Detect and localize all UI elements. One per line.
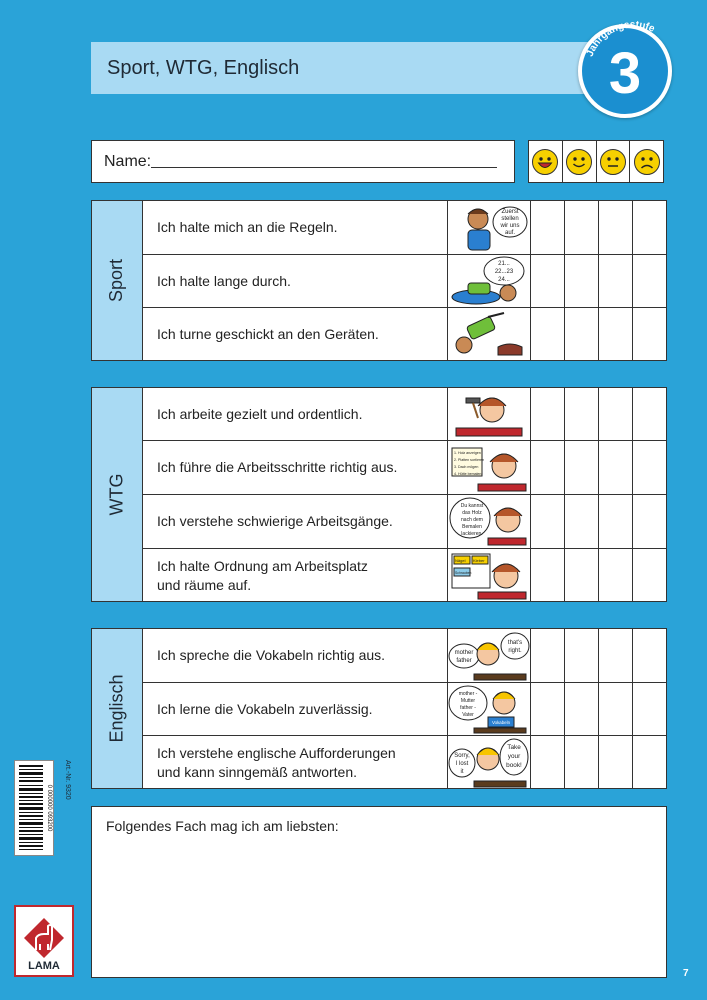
favorite-subject-box[interactable] — [91, 806, 667, 978]
rating-cell[interactable] — [531, 629, 565, 682]
rating-cell[interactable] — [565, 255, 599, 307]
bubble-text: Bemalen — [462, 523, 482, 530]
bubble-text: 21... — [498, 261, 510, 267]
rating-col-sad — [630, 141, 663, 182]
favorite-subject-label: Folgendes Fach mag ich am liebsten: — [106, 818, 339, 834]
rating-cell[interactable] — [599, 255, 633, 307]
bubble-text: Zuerst — [501, 208, 519, 215]
rating-cell[interactable] — [599, 388, 633, 440]
shelf-label: Kleber — [473, 557, 485, 563]
rating-cell[interactable] — [565, 388, 599, 440]
rating-cell[interactable] — [633, 201, 666, 254]
grade-number: 3 — [608, 41, 642, 106]
grade-badge — [578, 19, 672, 118]
criterion-text: Ich verstehe englische Aufforderungen und kann sinngemäß antworten. — [143, 736, 448, 789]
criterion-text: Ich halte lange durch. — [143, 255, 448, 307]
rating-cell[interactable] — [599, 736, 633, 789]
criterion-text: Ich lerne die Vokabeln zuverlässig. — [143, 683, 448, 735]
rating-cell[interactable] — [531, 683, 565, 735]
section-label: WTG — [106, 473, 127, 516]
table-row — [143, 549, 666, 602]
table-row — [143, 441, 666, 495]
section-label-cell — [92, 201, 143, 360]
bubble-text: Sorry, — [454, 752, 470, 759]
grade-label-arc — [576, 14, 684, 84]
criterion-text: Ich turne geschickt an den Geräten. — [143, 308, 448, 361]
rating-cell[interactable] — [633, 549, 666, 602]
instruction-text: 4. Hütte bemalen — [454, 471, 482, 476]
article-number: Art.-Nr. 9320 — [64, 760, 71, 800]
barcode — [14, 760, 54, 856]
bubble-text: father - — [460, 705, 476, 711]
bubble-text: mother — [454, 649, 474, 656]
rating-cell[interactable] — [531, 441, 565, 494]
row-illustration — [448, 683, 531, 735]
boy-pronouncing-icon — [448, 630, 530, 682]
page-number: 7 — [683, 968, 689, 979]
boy-vaulting-icon — [448, 309, 530, 361]
row-illustration — [448, 629, 531, 682]
section-sport — [91, 200, 667, 361]
table-row — [143, 201, 666, 255]
table-row — [143, 388, 666, 441]
title-banner — [91, 42, 611, 94]
name-label: Name: — [104, 152, 152, 170]
bubble-text: auf. — [504, 229, 516, 236]
bubble-text: book! — [506, 761, 522, 769]
girl-instructions-icon — [448, 442, 530, 494]
rating-cell[interactable] — [633, 683, 666, 735]
bubble-text: 24... — [498, 277, 510, 283]
happy-smiley-icon — [565, 148, 593, 176]
rating-cell[interactable] — [633, 308, 666, 361]
bubble-text: mother - — [458, 691, 478, 697]
rating-cell[interactable] — [599, 683, 633, 735]
instruction-text: 1. Holz anzeigen — [454, 450, 481, 455]
instruction-text: 3. Dach mögen — [454, 464, 479, 469]
rating-cell[interactable] — [531, 255, 565, 307]
rating-cell[interactable] — [565, 736, 599, 789]
sad-smiley-icon — [633, 148, 661, 176]
book-label: Vokabeln — [491, 720, 511, 725]
bubble-text: it — [460, 768, 464, 775]
girl-listening-icon — [448, 496, 530, 548]
rating-cell[interactable] — [531, 388, 565, 440]
row-illustration — [448, 388, 531, 440]
rating-cell[interactable] — [531, 495, 565, 548]
barcode-icon — [15, 761, 53, 855]
row-illustration — [448, 201, 531, 254]
rating-cell[interactable] — [565, 308, 599, 361]
bubble-text: wir uns — [500, 222, 520, 229]
bubble-text: nach dem — [461, 516, 483, 523]
row-illustration — [448, 549, 531, 602]
boy-responding-icon — [448, 737, 530, 789]
bubble-text: right. — [508, 647, 522, 654]
rating-col-happy — [563, 141, 597, 182]
bubble-text: your — [507, 752, 521, 760]
section-label-cell — [92, 388, 143, 601]
rating-cell[interactable] — [599, 549, 633, 602]
rating-cell[interactable] — [599, 441, 633, 494]
bubble-text: Vater — [462, 712, 474, 718]
criterion-text: Ich arbeite gezielt und ordentlich. — [143, 388, 448, 440]
row-illustration — [448, 308, 531, 361]
rating-cell[interactable] — [599, 308, 633, 361]
bubble-text: stellen — [501, 215, 519, 222]
section-label: Englisch — [106, 674, 127, 743]
bubble-text: Du kannst — [460, 502, 484, 509]
row-illustration — [448, 736, 531, 789]
shelf-label: Nägel — [455, 557, 466, 563]
rating-col-neutral — [597, 141, 631, 182]
rating-cell[interactable] — [565, 683, 599, 735]
table-row — [143, 308, 666, 361]
row-illustration — [448, 255, 531, 307]
table-row — [143, 255, 666, 308]
llama-logo-icon — [22, 916, 66, 960]
boy-situps-icon — [448, 255, 530, 307]
table-row — [143, 736, 666, 789]
table-row — [143, 683, 666, 736]
bubble-text: father — [456, 657, 472, 664]
publisher-logo — [14, 905, 74, 977]
boy-learning-vocab-icon — [448, 683, 530, 735]
page-title: Sport, WTG, Englisch — [107, 56, 300, 79]
section-label: Sport — [106, 258, 127, 303]
criterion-text: Ich halte mich an die Regeln. — [143, 201, 448, 254]
rating-cell[interactable] — [565, 495, 599, 548]
rating-cell[interactable] — [531, 549, 565, 602]
table-row — [143, 629, 666, 683]
bubble-text: Take — [507, 743, 521, 751]
barcode-digits: 0 000000 093200 — [46, 784, 52, 832]
rating-cell[interactable] — [565, 441, 599, 494]
criterion-text: Ich führe die Arbeitsschritte richtig aus. — [143, 441, 448, 494]
criterion-text: Ich spreche die Vokabeln richtig aus. — [143, 629, 448, 682]
section-wtg — [91, 387, 667, 602]
bubble-text: lackieren. — [461, 530, 483, 537]
grade-label: Jahrgangsstufe — [584, 19, 657, 59]
publisher-name: LAMA — [28, 960, 60, 972]
rating-cell[interactable] — [531, 201, 565, 254]
girl-tidy-shelf-icon — [448, 550, 530, 602]
section-englisch — [91, 628, 667, 789]
rating-cell[interactable] — [633, 441, 666, 494]
bubble-text: that's — [507, 639, 523, 646]
rating-col-very-happy — [529, 141, 563, 182]
rating-cell[interactable] — [633, 629, 666, 682]
boy-lineup-icon — [448, 202, 530, 254]
rating-cell[interactable] — [565, 629, 599, 682]
rating-cell[interactable] — [633, 388, 666, 440]
rating-cell[interactable] — [633, 255, 666, 307]
criterion-text: Ich halte Ordnung am Arbeitsplatz und räume auf. — [143, 549, 448, 602]
rating-cell[interactable] — [599, 629, 633, 682]
svg-text:Jahrgangsstufe — [585, 19, 657, 58]
name-writing-line[interactable] — [151, 167, 497, 168]
name-field[interactable] — [91, 140, 515, 183]
instruction-text: 2. Platten sortieren — [454, 457, 485, 462]
very-happy-smiley-icon — [531, 148, 559, 176]
row-illustration — [448, 441, 531, 494]
girl-hammering-icon — [448, 388, 530, 440]
row-illustration — [448, 495, 531, 548]
bubble-text: 22...23 — [494, 269, 514, 275]
neutral-smiley-icon — [599, 148, 627, 176]
section-label-cell — [92, 629, 143, 788]
rating-cell[interactable] — [565, 549, 599, 602]
bubble-text: Mutter — [460, 698, 476, 704]
rating-cell[interactable] — [633, 495, 666, 548]
bubble-text: das Holz — [462, 509, 482, 516]
rating-cell[interactable] — [599, 201, 633, 254]
rating-cell[interactable] — [599, 495, 633, 548]
rating-cell[interactable] — [531, 308, 565, 361]
table-row — [143, 495, 666, 549]
shelf-label: Schrauben — [455, 570, 472, 575]
bubble-text: I lost — [455, 760, 469, 767]
rating-cell[interactable] — [531, 736, 565, 789]
rating-cell[interactable] — [633, 736, 666, 789]
rating-cell[interactable] — [565, 201, 599, 254]
rating-scale-header — [528, 140, 664, 183]
criterion-text: Ich verstehe schwierige Arbeitsgänge. — [143, 495, 448, 548]
